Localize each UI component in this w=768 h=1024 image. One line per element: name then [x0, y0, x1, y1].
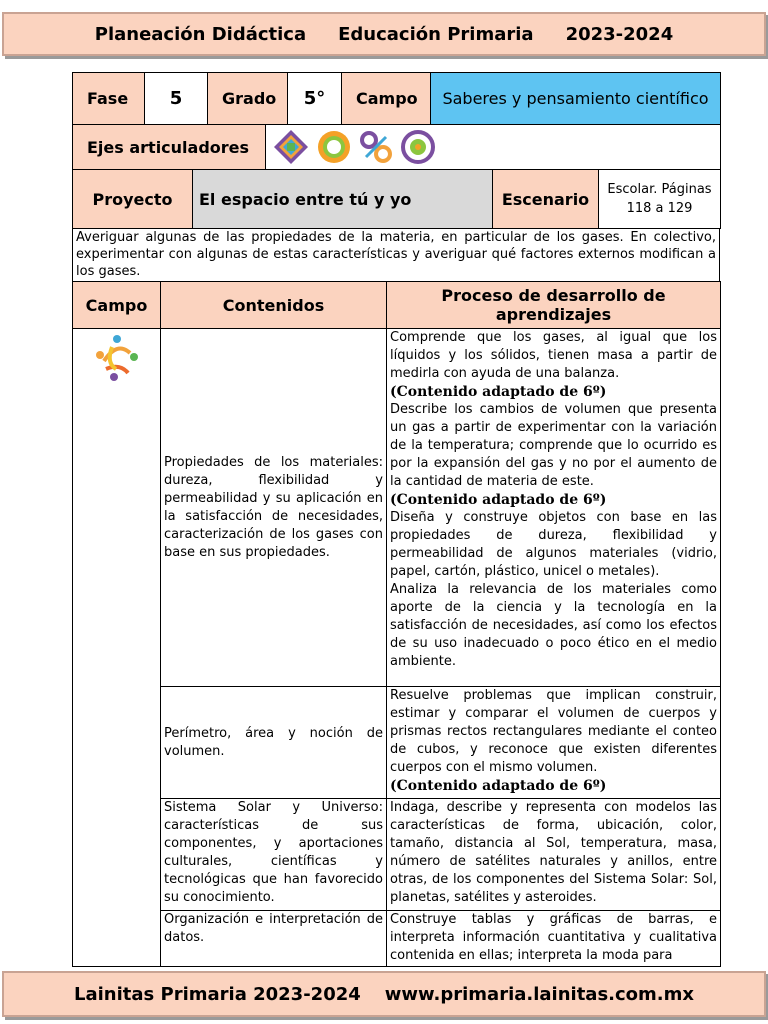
escenario-value: Escolar. Páginas 118 a 129 — [599, 170, 721, 229]
footer-site-name: Lainitas Primaria 2023-2024 — [74, 983, 361, 1005]
process-text: Construye tablas y gráficas de barras, e interpreta información cuantitativa y cualitativa contenida en ellas; interpreta la moda para — [390, 912, 717, 963]
process-cell — [387, 687, 721, 799]
process-text: Describe los cambios de volumen que presenta un gas a partir de experimentar con la variación de la temperatura; comprende que lo ocurrido es por la expansión del gas y no por el aumento de la cantidad de materia de este. — [390, 402, 717, 489]
proyecto-label: Proyecto — [73, 170, 193, 229]
ejes-label: Ejes articuladores — [73, 125, 266, 170]
adapted-note: (Contenido adaptado de 6º) — [390, 492, 607, 508]
content-cell: Propiedades de los materiales: dureza, flexibilidad y permeabilidad y su aplicación en la satisfacción de necesidades, caracterización de los gases con base en sus propiedades. — [161, 329, 387, 687]
process-text: Comprende que los gases, al igual que los líquidos y los sólidos, tienen masa a partir de medirla con ayuda de una balanza. — [390, 330, 717, 381]
campo-label: Campo — [342, 73, 431, 125]
info-table-row3 — [72, 169, 721, 229]
content-cell: Organización e interpretación de datos. — [161, 911, 387, 967]
content-cell: Perímetro, área y noción de volumen. — [161, 687, 387, 799]
campo-icon-cell — [73, 329, 161, 967]
process-cell — [387, 911, 721, 967]
escenario-label: Escenario — [493, 170, 599, 229]
project-description: Averiguar algunas de las propiedades de la materia, en particular de los gases. En colectivo, experimentar con algunas de estas características y averiguar qué factores externos modifican a los gases. — [72, 228, 720, 281]
header-level: Educación Primaria — [338, 23, 534, 45]
vida-saludable-icon — [400, 129, 436, 165]
contents-table — [72, 281, 721, 967]
header-year: 2023-2024 — [565, 23, 674, 45]
header-title: Planeación Didáctica — [94, 23, 307, 45]
header-banner — [2, 12, 766, 56]
campo-value: Saberes y pensamiento científico — [431, 73, 721, 125]
table-row — [73, 911, 721, 967]
proyecto-value: El espacio entre tú y yo — [193, 170, 493, 229]
process-text: Indaga, describe y representa con modelos las características de forma, ubicación, color, tamaño, distancia al Sol, temperatura, masa, número de satélites naturales y anillos, entre otras, de los componentes del Sistema Solar: Sol, planetas, satélites y asteroides. — [390, 800, 717, 905]
grado-label: Grado — [208, 73, 288, 125]
interculturalidad-icon — [358, 129, 394, 165]
process-text: Analiza la relevancia de los materiales como aporte de la ciencia y la tecnología en la satisfacción de necesidades, así como los efectos de su uso inadecuado o poco ético en el medio ambiente. — [390, 582, 717, 669]
adapted-note: (Contenido adaptado de 6º) — [390, 384, 607, 400]
footer-banner — [2, 971, 766, 1017]
header-campo: Campo — [73, 282, 161, 329]
grado-value: 5° — [288, 73, 342, 125]
fase-label: Fase — [73, 73, 145, 125]
info-table-row2 — [72, 124, 721, 170]
pensamiento-critico-icon — [316, 129, 352, 165]
process-text: Diseña y construye objetos con base en las propiedades de dureza, flexibilidad y permeabilidad de algunos materiales (vidrio, papel, cartón, plástico, unicel o metales). — [390, 510, 717, 579]
inclusion-icon — [272, 128, 310, 166]
adapted-note: (Contenido adaptado de 6º) — [390, 778, 607, 794]
process-cell — [387, 329, 721, 687]
header-proceso: Proceso de desarrollo de aprendizajes — [387, 282, 721, 329]
saberes-campo-icon — [92, 333, 142, 383]
table-row — [73, 687, 721, 799]
process-text: Resuelve problemas que implican construir, estimar y comparar el volumen de cuerpos y prismas rectos rectangulares mediante el conteo de cubos, y reconoce que existen diferentes cuerpos con el mismo volumen. — [390, 688, 717, 775]
footer-url: www.primaria.lainitas.com.mx — [384, 983, 694, 1005]
process-cell — [387, 799, 721, 911]
table-row — [73, 799, 721, 911]
ejes-icons-cell — [266, 125, 721, 170]
fase-value: 5 — [145, 73, 208, 125]
content-cell: Sistema Solar y Universo: características de sus componentes, y aportaciones culturales, científicas y tecnológicas que han favorecido su conocimiento. — [161, 799, 387, 911]
info-table-row1 — [72, 72, 721, 125]
table-row — [73, 329, 721, 687]
contents-table-header — [73, 282, 721, 329]
header-contenidos: Contenidos — [161, 282, 387, 329]
